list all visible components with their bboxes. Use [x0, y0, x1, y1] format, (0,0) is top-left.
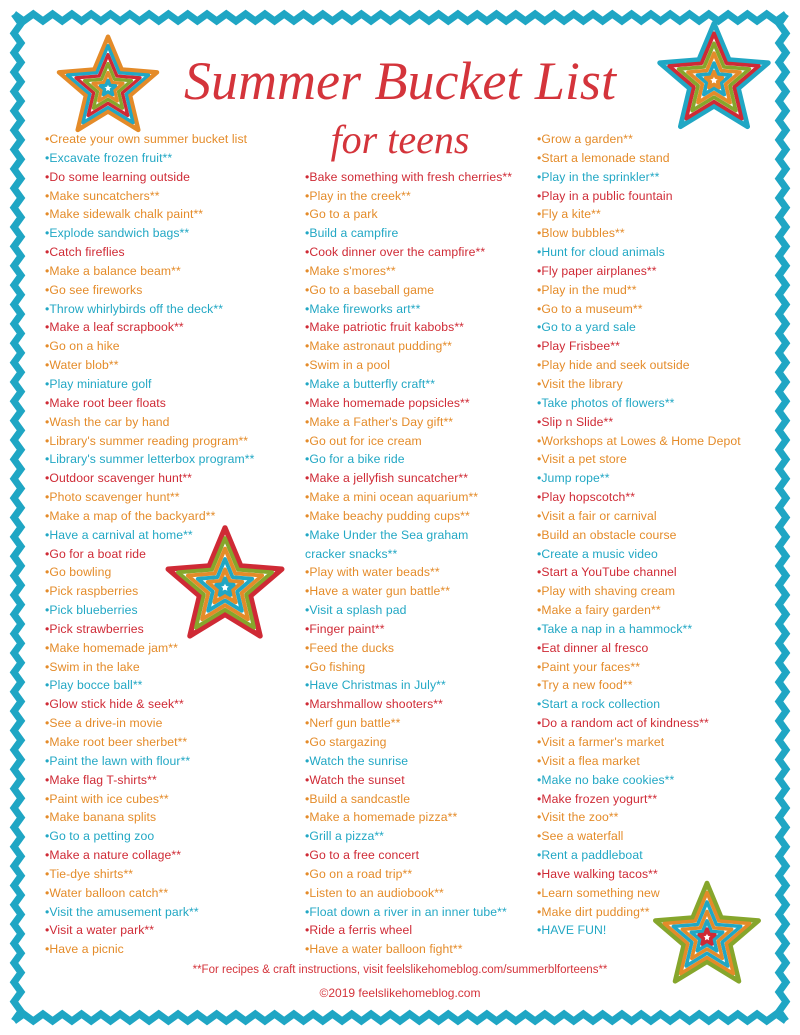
list-item: •Go bowling — [45, 565, 112, 580]
list-item: •Have a picnic — [45, 942, 124, 957]
list-item: •Go to a park — [305, 207, 378, 222]
list-item: •Slip n Slide** — [537, 414, 614, 429]
list-item: •Glow stick hide & seek** — [45, 697, 184, 712]
footer-copyright: ©2019 feelslikehomeblog.com — [319, 986, 481, 1000]
list-item: •See a waterfall — [537, 829, 624, 844]
list-item: •Take photos of flowers** — [537, 395, 675, 410]
list-item: •Make a mini ocean aquarium** — [305, 490, 479, 505]
list-item: •Visit a pet store — [537, 452, 627, 467]
list-item: •Watch the sunrise — [305, 753, 409, 768]
list-item: •Make a map of the backyard** — [45, 508, 216, 523]
page-subtitle: for teens — [330, 117, 470, 162]
list-item: •Bake something with fresh cherries** — [305, 169, 513, 184]
list-item: •Play in the mud** — [537, 282, 637, 297]
list-item: •Create a music video — [537, 546, 658, 561]
list-item: •Make frozen yogurt** — [537, 791, 658, 806]
list-item: •Make a leaf scrapbook** — [45, 320, 184, 335]
list-item: •Do some learning outside — [45, 169, 190, 184]
list-item: •Make sidewalk chalk paint** — [45, 207, 204, 222]
list-item: •Float down a river in an inner tube** — [305, 904, 507, 919]
list-item: •Go for a bike ride — [305, 452, 405, 467]
list-item: •Visit a water park** — [45, 923, 155, 938]
list-item: •Make fireworks art** — [305, 301, 421, 316]
list-item: •Water balloon catch** — [45, 885, 169, 900]
list-item: •Make a balance beam** — [45, 263, 181, 278]
list-item: •Go stargazing — [305, 735, 387, 749]
list-item: •Make a fairy garden** — [537, 603, 661, 618]
list-item: •Have a water gun battle** — [305, 584, 451, 599]
list-item: •Fly a kite** — [537, 207, 601, 222]
list-item: •Listen to an audiobook** — [305, 885, 444, 900]
list-item: •Make banana splits — [45, 810, 157, 825]
list-item: •Make astronaut pudding** — [305, 339, 453, 354]
list-item: •Have a carnival at home** — [45, 527, 193, 542]
list-item: •Go for a boat ride — [45, 546, 147, 561]
list-item: •Go to a museum** — [537, 301, 643, 316]
list-item: •Make a nature collage** — [45, 848, 182, 863]
list-item: •Make s'mores** — [305, 263, 396, 278]
list-item: •Hunt for cloud animals — [537, 245, 665, 260]
list-item: •Have Christmas in July** — [305, 678, 446, 693]
list-item: •Visit the amusement park** — [45, 904, 199, 919]
bucket-list-column-1 — [45, 130, 254, 959]
list-item: •Do a random act of kindness** — [537, 716, 709, 731]
list-item: •Nerf gun battle** — [305, 716, 401, 731]
list-item: •Make a homemade pizza** — [305, 810, 458, 825]
list-item: •Play miniature golf — [45, 376, 152, 391]
list-item: •Build a sandcastle — [305, 791, 411, 806]
list-item: •Grow a garden** — [537, 132, 633, 146]
list-item: •Go see fireworks — [45, 282, 143, 297]
list-item: •Excavate frozen fruit** — [45, 150, 173, 165]
list-item: •Make patriotic fruit kabobs** — [305, 320, 465, 335]
list-item: •Marshmallow shooters** — [305, 697, 443, 712]
list-item: •Throw whirlybirds off the deck** — [45, 301, 224, 316]
list-item: •Cook dinner over the campfire** — [305, 245, 486, 260]
list-item: •Make beachy pudding cups** — [305, 508, 470, 523]
list-item: •Play hopscotch** — [537, 490, 636, 505]
list-item: •Feed the ducks — [305, 640, 395, 655]
page-title: Summer Bucket List — [184, 51, 616, 111]
border-zigzag-edge — [14, 14, 21, 1021]
list-item: •Paint the lawn with flour** — [45, 753, 191, 768]
list-item: •Play with shaving cream — [537, 584, 676, 599]
list-item: •Make homemade jam** — [45, 640, 178, 655]
list-item: •Create your own summer bucket list — [45, 132, 248, 146]
list-item: cracker snacks** — [305, 546, 398, 561]
list-item: •Blow bubbles** — [537, 226, 625, 241]
list-item: •Eat dinner al fresco — [537, 640, 649, 655]
list-item: •Have a water balloon fight** — [305, 942, 463, 957]
list-item: •Pick strawberries — [45, 621, 144, 636]
list-item: •Play bocce ball** — [45, 678, 143, 693]
list-item: •Visit the zoo** — [537, 810, 619, 825]
list-item: •Tie-dye shirts** — [45, 866, 134, 881]
list-item: •Go to a yard sale — [537, 320, 636, 335]
list-item: •Make no bake cookies** — [537, 772, 675, 787]
list-item: •Go on a hike — [45, 339, 120, 354]
list-item: •Grill a pizza** — [305, 829, 385, 844]
bucket-list-column-3 — [537, 130, 741, 940]
list-item: •Water blob** — [45, 358, 119, 373]
list-item: •Build an obstacle course — [537, 527, 677, 542]
list-item: •Go to a free concert — [305, 848, 420, 863]
border-zigzag-edge — [779, 14, 786, 1021]
list-item: •Build a campfire — [305, 226, 399, 241]
list-item: •Explode sandwich bags** — [45, 226, 190, 241]
list-item: •Visit a fair or carnival — [537, 508, 657, 523]
list-item: •Swim in the lake — [45, 659, 140, 674]
list-item: •Visit a flea market — [537, 753, 640, 768]
list-item: •Paint your faces** — [537, 659, 641, 674]
list-item: •Make a Father's Day gift** — [305, 414, 454, 429]
list-item: •Visit the library — [537, 376, 623, 391]
border-zigzag-edge — [14, 1014, 786, 1021]
list-item: •Jump rope** — [537, 471, 610, 486]
list-item: •Make a butterfly craft** — [305, 376, 436, 391]
list-item: •Make suncatchers** — [45, 188, 160, 203]
list-item: •Ride a ferris wheel — [305, 923, 413, 938]
list-item: •Go to a petting zoo — [45, 829, 155, 844]
list-item: •Swim in a pool — [305, 358, 391, 373]
list-item: •Pick raspberries — [45, 584, 139, 599]
list-item: •Learn something new — [537, 885, 660, 900]
list-item: •Play with water beads** — [305, 565, 440, 580]
list-item: •Make a jellyfish suncatcher** — [305, 471, 469, 486]
list-item: •Make flag T-shirts** — [45, 772, 157, 787]
list-item: •Watch the sunset — [305, 772, 405, 787]
list-item: •HAVE FUN! — [537, 923, 607, 938]
list-item: •Go fishing — [305, 659, 366, 674]
list-item: •Make homemade popsicles** — [305, 395, 470, 410]
list-item: •Visit a farmer's market — [537, 735, 665, 749]
list-item: •See a drive-in movie — [45, 716, 163, 731]
list-item: •Library's summer reading program** — [45, 433, 249, 448]
list-item: •Make root beer floats — [45, 395, 166, 410]
list-item: •Make dirt pudding** — [537, 904, 650, 919]
list-item: •Visit a splash pad — [305, 603, 407, 618]
list-item: •Go to a baseball game — [305, 282, 435, 297]
list-item: •Paint with ice cubes** — [45, 791, 169, 806]
list-item: •Start a lemonade stand — [537, 150, 670, 165]
footer-note: **For recipes & craft instructions, visit feelslikehomeblog.com/summerblforteens** — [192, 964, 608, 976]
list-item: •Wash the car by hand — [45, 414, 170, 429]
list-item: •Rent a paddleboat — [537, 848, 643, 863]
list-item: •Go on a road trip** — [305, 866, 413, 881]
list-item: •Finger paint** — [305, 621, 385, 636]
list-item: •Start a YouTube channel — [537, 565, 677, 580]
list-item: •Play in a public fountain — [537, 188, 673, 203]
list-item: •Play in the sprinkler** — [537, 169, 660, 184]
list-item: •Pick blueberries — [45, 603, 138, 618]
list-item: •Library's summer letterbox program** — [45, 452, 255, 467]
list-item: •Play hide and seek outside — [537, 358, 690, 373]
list-item: •Have walking tacos** — [537, 866, 658, 881]
list-item: •Make Under the Sea graham — [305, 527, 469, 542]
bucket-list-column-2 — [305, 168, 512, 959]
list-item: •Play in the creek** — [305, 188, 411, 203]
list-item: •Catch fireflies — [45, 245, 125, 260]
list-item: •Fly paper airplanes** — [537, 263, 657, 278]
list-item: •Play Frisbee** — [537, 339, 620, 354]
list-item: •Start a rock collection — [537, 697, 661, 712]
list-item: •Try a new food** — [537, 678, 633, 693]
list-item: •Make root beer sherbet** — [45, 735, 188, 749]
list-item: •Go out for ice cream — [305, 433, 422, 448]
list-item: •Outdoor scavenger hunt** — [45, 471, 193, 486]
list-item: •Workshops at Lowes & Home Depot — [537, 433, 741, 448]
list-item: •Photo scavenger hunt** — [45, 490, 180, 505]
list-item: •Take a nap in a hammock** — [537, 621, 693, 636]
